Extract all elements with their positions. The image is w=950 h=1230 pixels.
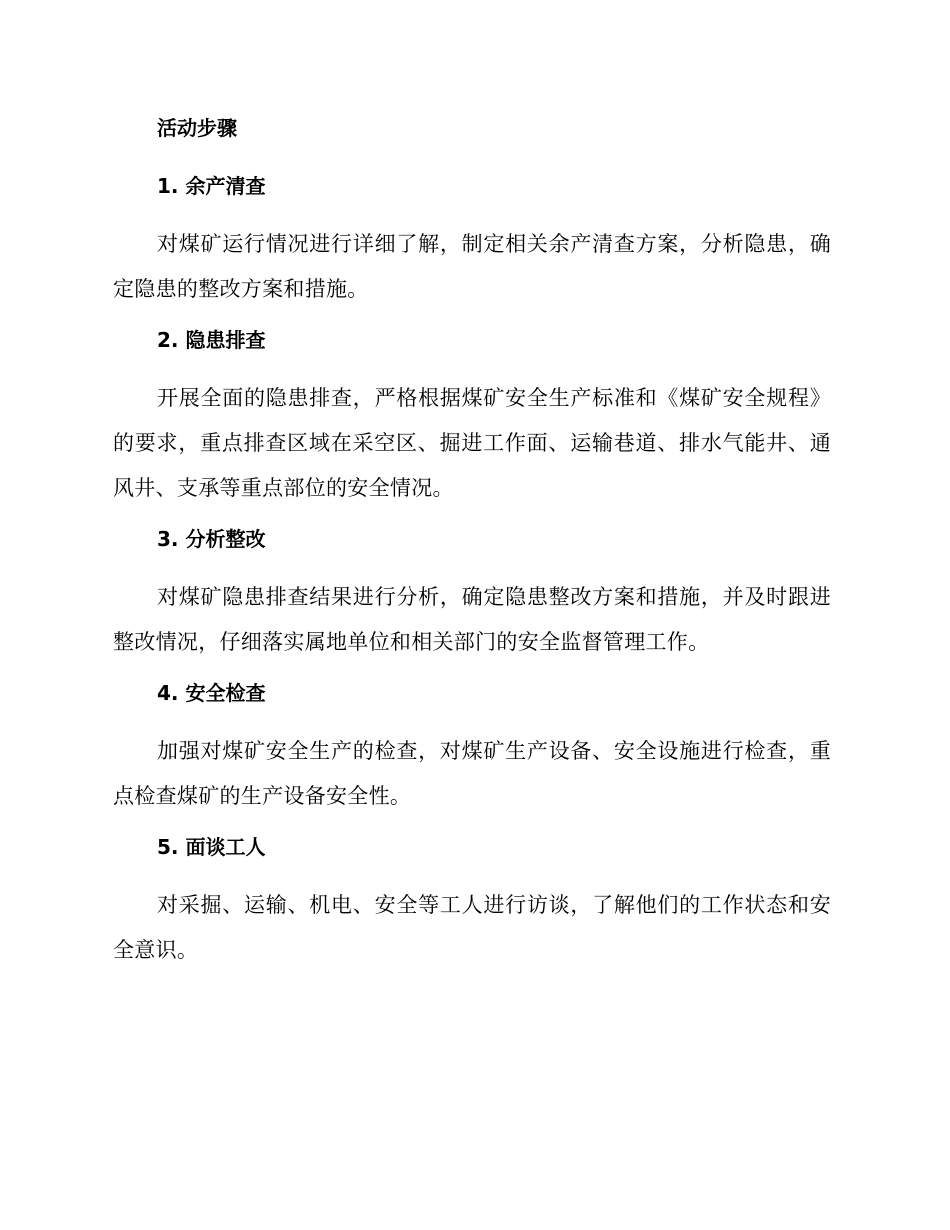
section-heading: 4. 安全检查 bbox=[157, 681, 266, 705]
section-body: 对煤矿运行情况进行详细了解，制定相关余产清查方案，分析隐患，确定隐患的整改方案和措施。 bbox=[113, 232, 831, 301]
section-heading: 2. 隐患排查 bbox=[157, 328, 266, 352]
document-page bbox=[113, 108, 831, 981]
section-body: 对采掘、运输、机电、安全等工人进行访谈，了解他们的工作状态和安全意识。 bbox=[113, 893, 831, 962]
section-heading: 3. 分析整改 bbox=[157, 527, 266, 551]
document-title: 活动步骤 bbox=[157, 116, 237, 140]
section-heading: 5. 面谈工人 bbox=[157, 835, 266, 859]
section-body: 开展全面的隐患排查，严格根据煤矿安全生产标准和《煤矿安全规程》的要求，重点排查区域在采空区、掘进工作面、运输巷道、排水气能井、通风井、支承等重点部位的安全情况。 bbox=[113, 386, 831, 500]
section-1 bbox=[113, 166, 831, 312]
section-3 bbox=[113, 519, 831, 665]
section-body: 加强对煤矿安全生产的检查，对煤矿生产设备、安全设施进行检查，重点检查煤矿的生产设备安全性。 bbox=[113, 739, 831, 808]
section-2 bbox=[113, 320, 831, 511]
section-5 bbox=[113, 827, 831, 973]
section-body: 对煤矿隐患排查结果进行分析，确定隐患整改方案和措施，并及时跟进整改情况，仔细落实属地单位和相关部门的安全监督管理工作。 bbox=[113, 585, 831, 654]
section-heading: 1. 余产清查 bbox=[157, 174, 266, 198]
section-4 bbox=[113, 673, 831, 819]
